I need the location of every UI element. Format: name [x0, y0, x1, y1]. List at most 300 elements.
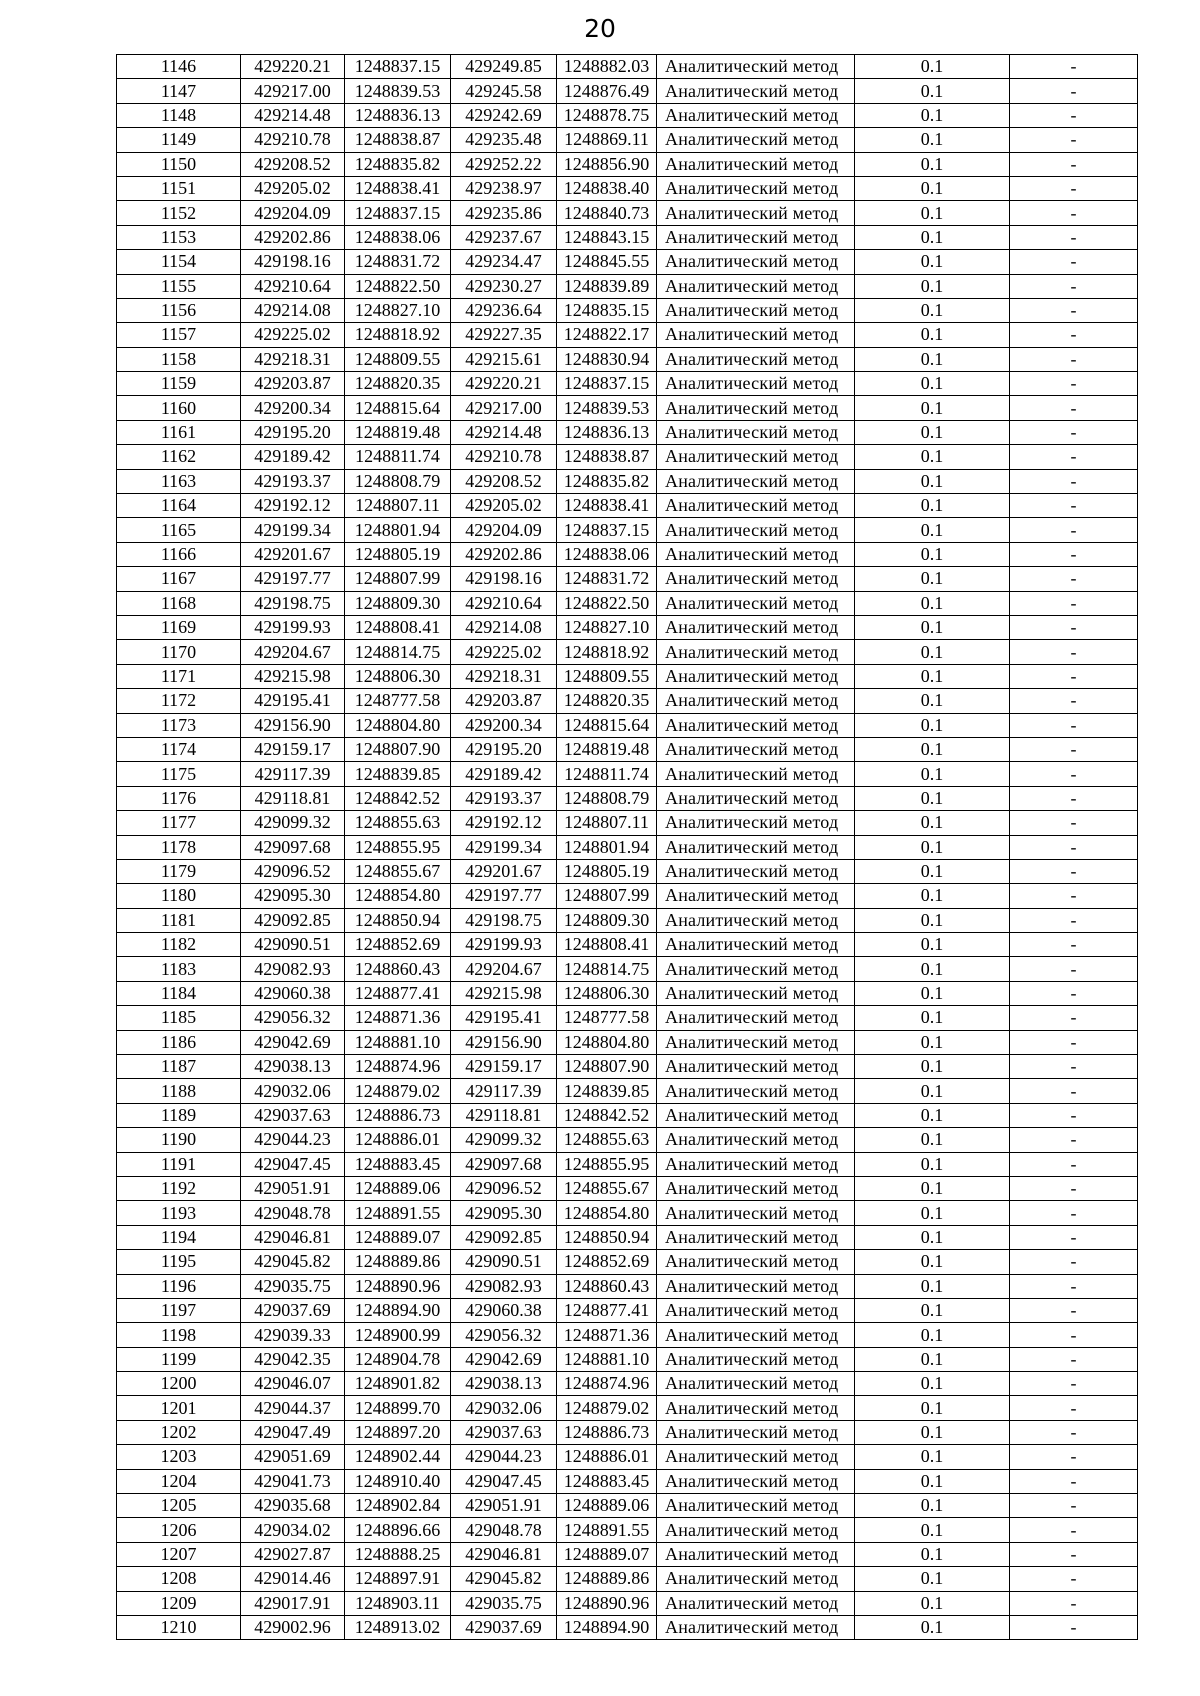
point-number-cell: 1147 [117, 79, 241, 103]
method-cell: Аналитический метод [657, 908, 855, 932]
accuracy-cell: 0.1 [855, 128, 1010, 152]
table-row [117, 420, 1138, 444]
table-row [117, 664, 1138, 688]
y1-cell: 1248901.82 [345, 1372, 451, 1396]
accuracy-cell: 0.1 [855, 1494, 1010, 1518]
y1-cell: 1248888.25 [345, 1542, 451, 1566]
x2-cell: 429203.87 [451, 689, 557, 713]
x1-cell: 429214.48 [241, 103, 345, 127]
method-cell: Аналитический метод [657, 103, 855, 127]
y1-cell: 1248822.50 [345, 274, 451, 298]
note-cell: - [1010, 55, 1138, 79]
note-cell: - [1010, 1347, 1138, 1371]
y2-cell: 1248827.10 [557, 615, 657, 639]
y2-cell: 1248869.11 [557, 128, 657, 152]
accuracy-cell: 0.1 [855, 689, 1010, 713]
note-cell: - [1010, 981, 1138, 1005]
note-cell: - [1010, 176, 1138, 200]
y2-cell: 1248886.01 [557, 1445, 657, 1469]
y2-cell: 1248808.79 [557, 786, 657, 810]
x1-cell: 429199.34 [241, 518, 345, 542]
note-cell: - [1010, 274, 1138, 298]
y2-cell: 1248807.99 [557, 884, 657, 908]
y2-cell: 1248839.53 [557, 396, 657, 420]
x2-cell: 429236.64 [451, 298, 557, 322]
y2-cell: 1248822.17 [557, 323, 657, 347]
x2-cell: 429046.81 [451, 1542, 557, 1566]
y2-cell: 1248877.41 [557, 1298, 657, 1322]
table-row [117, 445, 1138, 469]
x2-cell: 429092.85 [451, 1225, 557, 1249]
table-row [117, 1225, 1138, 1249]
point-number-cell: 1198 [117, 1323, 241, 1347]
x1-cell: 429042.69 [241, 1030, 345, 1054]
method-cell: Аналитический метод [657, 420, 855, 444]
y2-cell: 1248840.73 [557, 201, 657, 225]
point-number-cell: 1194 [117, 1225, 241, 1249]
y1-cell: 1248879.02 [345, 1079, 451, 1103]
x2-cell: 429230.27 [451, 274, 557, 298]
table-row [117, 640, 1138, 664]
note-cell: - [1010, 201, 1138, 225]
y1-cell: 1248854.80 [345, 884, 451, 908]
method-cell: Аналитический метод [657, 1567, 855, 1591]
method-cell: Аналитический метод [657, 713, 855, 737]
x1-cell: 429044.37 [241, 1396, 345, 1420]
table-row [117, 298, 1138, 322]
x1-cell: 429192.12 [241, 494, 345, 518]
table-row [117, 1079, 1138, 1103]
x2-cell: 429096.52 [451, 1176, 557, 1200]
note-cell: - [1010, 250, 1138, 274]
x2-cell: 429189.42 [451, 762, 557, 786]
table-row [117, 103, 1138, 127]
x1-cell: 429056.32 [241, 1006, 345, 1030]
y1-cell: 1248860.43 [345, 957, 451, 981]
note-cell: - [1010, 1152, 1138, 1176]
point-number-cell: 1165 [117, 518, 241, 542]
accuracy-cell: 0.1 [855, 1250, 1010, 1274]
y2-cell: 1248842.52 [557, 1103, 657, 1127]
x2-cell: 429214.08 [451, 615, 557, 639]
method-cell: Аналитический метод [657, 762, 855, 786]
point-number-cell: 1202 [117, 1420, 241, 1444]
x2-cell: 429234.47 [451, 250, 557, 274]
table-row [117, 1274, 1138, 1298]
y1-cell: 1248837.15 [345, 55, 451, 79]
y1-cell: 1248805.19 [345, 542, 451, 566]
x2-cell: 429210.78 [451, 445, 557, 469]
point-number-cell: 1201 [117, 1396, 241, 1420]
y2-cell: 1248809.55 [557, 664, 657, 688]
method-cell: Аналитический метод [657, 469, 855, 493]
accuracy-cell: 0.1 [855, 323, 1010, 347]
accuracy-cell: 0.1 [855, 1469, 1010, 1493]
y2-cell: 1248854.80 [557, 1201, 657, 1225]
accuracy-cell: 0.1 [855, 469, 1010, 493]
x1-cell: 429097.68 [241, 835, 345, 859]
x1-cell: 429051.91 [241, 1176, 345, 1200]
method-cell: Аналитический метод [657, 640, 855, 664]
method-cell: Аналитический метод [657, 1201, 855, 1225]
note-cell: - [1010, 762, 1138, 786]
x1-cell: 429204.09 [241, 201, 345, 225]
method-cell: Аналитический метод [657, 347, 855, 371]
table-row [117, 250, 1138, 274]
accuracy-cell: 0.1 [855, 225, 1010, 249]
note-cell: - [1010, 859, 1138, 883]
table-row [117, 55, 1138, 79]
point-number-cell: 1183 [117, 957, 241, 981]
note-cell: - [1010, 1006, 1138, 1030]
accuracy-cell: 0.1 [855, 957, 1010, 981]
y2-cell: 1248835.15 [557, 298, 657, 322]
table-row [117, 1567, 1138, 1591]
accuracy-cell: 0.1 [855, 1567, 1010, 1591]
table-row [117, 786, 1138, 810]
y1-cell: 1248807.99 [345, 567, 451, 591]
x1-cell: 429045.82 [241, 1250, 345, 1274]
y2-cell: 1248882.03 [557, 55, 657, 79]
point-number-cell: 1210 [117, 1616, 241, 1640]
accuracy-cell: 0.1 [855, 664, 1010, 688]
method-cell: Аналитический метод [657, 1128, 855, 1152]
point-number-cell: 1181 [117, 908, 241, 932]
y1-cell: 1248838.87 [345, 128, 451, 152]
method-cell: Аналитический метод [657, 786, 855, 810]
method-cell: Аналитический метод [657, 591, 855, 615]
x2-cell: 429225.02 [451, 640, 557, 664]
y2-cell: 1248838.87 [557, 445, 657, 469]
y2-cell: 1248871.36 [557, 1323, 657, 1347]
table-row [117, 176, 1138, 200]
accuracy-cell: 0.1 [855, 908, 1010, 932]
table-row [117, 1006, 1138, 1030]
point-number-cell: 1164 [117, 494, 241, 518]
table-row [117, 1591, 1138, 1615]
method-cell: Аналитический метод [657, 1103, 855, 1127]
point-number-cell: 1186 [117, 1030, 241, 1054]
y1-cell: 1248891.55 [345, 1201, 451, 1225]
x1-cell: 429017.91 [241, 1591, 345, 1615]
y1-cell: 1248806.30 [345, 664, 451, 688]
y2-cell: 1248879.02 [557, 1396, 657, 1420]
accuracy-cell: 0.1 [855, 1201, 1010, 1225]
note-cell: - [1010, 640, 1138, 664]
x2-cell: 429198.16 [451, 567, 557, 591]
x2-cell: 429060.38 [451, 1298, 557, 1322]
point-number-cell: 1171 [117, 664, 241, 688]
method-cell: Аналитический метод [657, 1055, 855, 1079]
y2-cell: 1248860.43 [557, 1274, 657, 1298]
x2-cell: 429037.69 [451, 1616, 557, 1640]
note-cell: - [1010, 933, 1138, 957]
method-cell: Аналитический метод [657, 1176, 855, 1200]
y1-cell: 1248807.90 [345, 737, 451, 761]
y2-cell: 1248777.58 [557, 1006, 657, 1030]
accuracy-cell: 0.1 [855, 1030, 1010, 1054]
x1-cell: 429047.45 [241, 1152, 345, 1176]
x2-cell: 429237.67 [451, 225, 557, 249]
y1-cell: 1248889.07 [345, 1225, 451, 1249]
method-cell: Аналитический метод [657, 1250, 855, 1274]
table-row [117, 884, 1138, 908]
x2-cell: 429195.41 [451, 1006, 557, 1030]
x1-cell: 429200.34 [241, 396, 345, 420]
note-cell: - [1010, 1542, 1138, 1566]
accuracy-cell: 0.1 [855, 1347, 1010, 1371]
y1-cell: 1248839.85 [345, 762, 451, 786]
accuracy-cell: 0.1 [855, 420, 1010, 444]
point-number-cell: 1199 [117, 1347, 241, 1371]
x2-cell: 429215.98 [451, 981, 557, 1005]
accuracy-cell: 0.1 [855, 859, 1010, 883]
point-number-cell: 1162 [117, 445, 241, 469]
y2-cell: 1248818.92 [557, 640, 657, 664]
y2-cell: 1248843.15 [557, 225, 657, 249]
accuracy-cell: 0.1 [855, 542, 1010, 566]
x2-cell: 429047.45 [451, 1469, 557, 1493]
table-row [117, 274, 1138, 298]
accuracy-cell: 0.1 [855, 640, 1010, 664]
y1-cell: 1248902.44 [345, 1445, 451, 1469]
x1-cell: 429217.00 [241, 79, 345, 103]
accuracy-cell: 0.1 [855, 1591, 1010, 1615]
point-number-cell: 1185 [117, 1006, 241, 1030]
method-cell: Аналитический метод [657, 518, 855, 542]
y1-cell: 1248839.53 [345, 79, 451, 103]
x2-cell: 429048.78 [451, 1518, 557, 1542]
accuracy-cell: 0.1 [855, 1274, 1010, 1298]
table-row [117, 152, 1138, 176]
x1-cell: 429195.20 [241, 420, 345, 444]
point-number-cell: 1209 [117, 1591, 241, 1615]
point-number-cell: 1163 [117, 469, 241, 493]
point-number-cell: 1152 [117, 201, 241, 225]
method-cell: Аналитический метод [657, 372, 855, 396]
table-row [117, 128, 1138, 152]
note-cell: - [1010, 664, 1138, 688]
point-number-cell: 1173 [117, 713, 241, 737]
x1-cell: 429204.67 [241, 640, 345, 664]
x2-cell: 429199.34 [451, 835, 557, 859]
y1-cell: 1248808.79 [345, 469, 451, 493]
method-cell: Аналитический метод [657, 1396, 855, 1420]
x2-cell: 429195.20 [451, 737, 557, 761]
y1-cell: 1248819.48 [345, 420, 451, 444]
table-row [117, 737, 1138, 761]
method-cell: Аналитический метод [657, 811, 855, 835]
accuracy-cell: 0.1 [855, 1176, 1010, 1200]
table-row [117, 591, 1138, 615]
y1-cell: 1248900.99 [345, 1323, 451, 1347]
x1-cell: 429159.17 [241, 737, 345, 761]
y1-cell: 1248836.13 [345, 103, 451, 127]
x1-cell: 429014.46 [241, 1567, 345, 1591]
y1-cell: 1248808.41 [345, 615, 451, 639]
x2-cell: 429202.86 [451, 542, 557, 566]
x2-cell: 429214.48 [451, 420, 557, 444]
accuracy-cell: 0.1 [855, 347, 1010, 371]
table-row [117, 762, 1138, 786]
note-cell: - [1010, 396, 1138, 420]
note-cell: - [1010, 445, 1138, 469]
accuracy-cell: 0.1 [855, 79, 1010, 103]
point-number-cell: 1169 [117, 615, 241, 639]
method-cell: Аналитический метод [657, 1225, 855, 1249]
note-cell: - [1010, 1494, 1138, 1518]
y2-cell: 1248856.90 [557, 152, 657, 176]
x1-cell: 429215.98 [241, 664, 345, 688]
table-row [117, 689, 1138, 713]
x2-cell: 429038.13 [451, 1372, 557, 1396]
note-cell: - [1010, 225, 1138, 249]
y1-cell: 1248902.84 [345, 1494, 451, 1518]
accuracy-cell: 0.1 [855, 835, 1010, 859]
method-cell: Аналитический метод [657, 323, 855, 347]
y2-cell: 1248835.82 [557, 469, 657, 493]
y2-cell: 1248837.15 [557, 372, 657, 396]
method-cell: Аналитический метод [657, 1445, 855, 1469]
x1-cell: 429199.93 [241, 615, 345, 639]
y1-cell: 1248815.64 [345, 396, 451, 420]
y2-cell: 1248806.30 [557, 981, 657, 1005]
x2-cell: 429082.93 [451, 1274, 557, 1298]
point-number-cell: 1197 [117, 1298, 241, 1322]
y1-cell: 1248850.94 [345, 908, 451, 932]
table-row [117, 1103, 1138, 1127]
page-number: 20 [584, 14, 616, 43]
x2-cell: 429042.69 [451, 1347, 557, 1371]
y1-cell: 1248889.86 [345, 1250, 451, 1274]
table-row [117, 1250, 1138, 1274]
y2-cell: 1248820.35 [557, 689, 657, 713]
y1-cell: 1248835.82 [345, 152, 451, 176]
y2-cell: 1248804.80 [557, 1030, 657, 1054]
table-row [117, 1176, 1138, 1200]
point-number-cell: 1160 [117, 396, 241, 420]
x2-cell: 429252.22 [451, 152, 557, 176]
table-row [117, 957, 1138, 981]
y2-cell: 1248814.75 [557, 957, 657, 981]
y2-cell: 1248889.86 [557, 1567, 657, 1591]
y2-cell: 1248852.69 [557, 1250, 657, 1274]
table-row [117, 835, 1138, 859]
point-number-cell: 1187 [117, 1055, 241, 1079]
note-cell: - [1010, 298, 1138, 322]
x1-cell: 429041.73 [241, 1469, 345, 1493]
x1-cell: 429038.13 [241, 1055, 345, 1079]
method-cell: Аналитический метод [657, 957, 855, 981]
y1-cell: 1248777.58 [345, 689, 451, 713]
y2-cell: 1248874.96 [557, 1372, 657, 1396]
y2-cell: 1248855.95 [557, 1152, 657, 1176]
x2-cell: 429199.93 [451, 933, 557, 957]
x1-cell: 429156.90 [241, 713, 345, 737]
note-cell: - [1010, 323, 1138, 347]
point-number-cell: 1157 [117, 323, 241, 347]
y2-cell: 1248886.73 [557, 1420, 657, 1444]
y1-cell: 1248886.01 [345, 1128, 451, 1152]
y1-cell: 1248877.41 [345, 981, 451, 1005]
table-row [117, 1055, 1138, 1079]
accuracy-cell: 0.1 [855, 176, 1010, 200]
point-number-cell: 1158 [117, 347, 241, 371]
x1-cell: 429051.69 [241, 1445, 345, 1469]
point-number-cell: 1203 [117, 1445, 241, 1469]
x2-cell: 429045.82 [451, 1567, 557, 1591]
point-number-cell: 1156 [117, 298, 241, 322]
x1-cell: 429048.78 [241, 1201, 345, 1225]
accuracy-cell: 0.1 [855, 981, 1010, 1005]
point-number-cell: 1193 [117, 1201, 241, 1225]
x1-cell: 429201.67 [241, 542, 345, 566]
y1-cell: 1248897.20 [345, 1420, 451, 1444]
accuracy-cell: 0.1 [855, 762, 1010, 786]
y2-cell: 1248890.96 [557, 1591, 657, 1615]
table-row [117, 1201, 1138, 1225]
accuracy-cell: 0.1 [855, 811, 1010, 835]
accuracy-cell: 0.1 [855, 1445, 1010, 1469]
y1-cell: 1248855.95 [345, 835, 451, 859]
point-number-cell: 1167 [117, 567, 241, 591]
point-number-cell: 1149 [117, 128, 241, 152]
y2-cell: 1248855.63 [557, 1128, 657, 1152]
method-cell: Аналитический метод [657, 933, 855, 957]
table-row [117, 79, 1138, 103]
y1-cell: 1248890.96 [345, 1274, 451, 1298]
x2-cell: 429200.34 [451, 713, 557, 737]
accuracy-cell: 0.1 [855, 298, 1010, 322]
x2-cell: 429204.67 [451, 957, 557, 981]
x1-cell: 429046.07 [241, 1372, 345, 1396]
x2-cell: 429242.69 [451, 103, 557, 127]
method-cell: Аналитический метод [657, 1542, 855, 1566]
note-cell: - [1010, 689, 1138, 713]
coordinates-table [116, 54, 1138, 1640]
point-number-cell: 1190 [117, 1128, 241, 1152]
x1-cell: 429034.02 [241, 1518, 345, 1542]
note-cell: - [1010, 347, 1138, 371]
x2-cell: 429227.35 [451, 323, 557, 347]
method-cell: Аналитический метод [657, 1347, 855, 1371]
y1-cell: 1248881.10 [345, 1030, 451, 1054]
accuracy-cell: 0.1 [855, 591, 1010, 615]
x2-cell: 429249.85 [451, 55, 557, 79]
note-cell: - [1010, 1250, 1138, 1274]
table-row [117, 1445, 1138, 1469]
method-cell: Аналитический метод [657, 396, 855, 420]
method-cell: Аналитический метод [657, 859, 855, 883]
table-row [117, 567, 1138, 591]
x2-cell: 429044.23 [451, 1445, 557, 1469]
x1-cell: 429117.39 [241, 762, 345, 786]
y1-cell: 1248842.52 [345, 786, 451, 810]
y1-cell: 1248827.10 [345, 298, 451, 322]
method-cell: Аналитический метод [657, 1469, 855, 1493]
x1-cell: 429202.86 [241, 225, 345, 249]
method-cell: Аналитический метод [657, 176, 855, 200]
accuracy-cell: 0.1 [855, 518, 1010, 542]
accuracy-cell: 0.1 [855, 1152, 1010, 1176]
point-number-cell: 1206 [117, 1518, 241, 1542]
method-cell: Аналитический метод [657, 567, 855, 591]
table-row [117, 1372, 1138, 1396]
point-number-cell: 1182 [117, 933, 241, 957]
x2-cell: 429056.32 [451, 1323, 557, 1347]
x1-cell: 429220.21 [241, 55, 345, 79]
x1-cell: 429042.35 [241, 1347, 345, 1371]
